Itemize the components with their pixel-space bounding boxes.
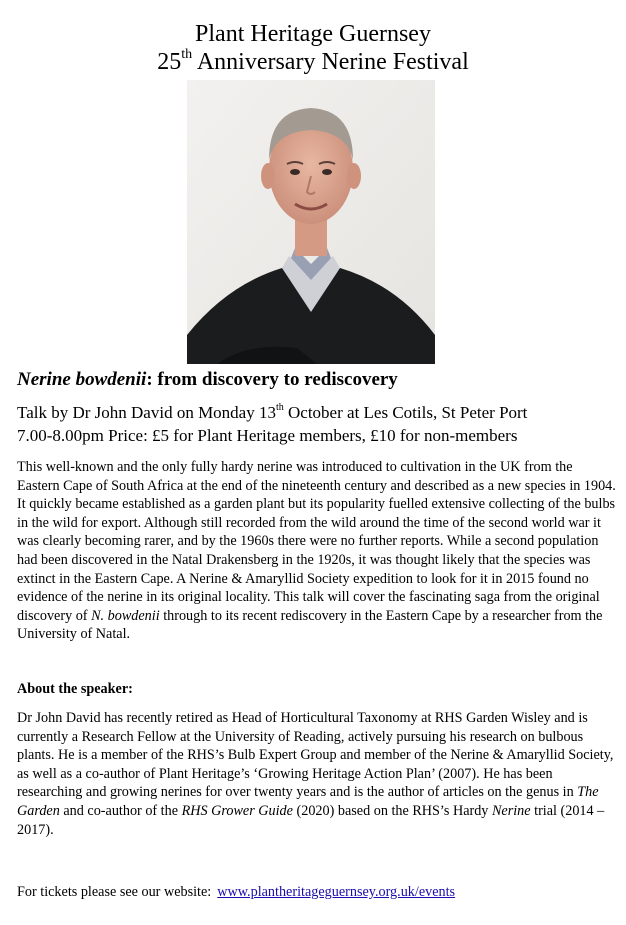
tickets-label: For tickets please see our website:	[17, 884, 212, 900]
festival-name: Anniversary Nerine Festival	[192, 49, 469, 75]
talk-title-species: Nerine bowdenii	[17, 369, 147, 390]
talk-details-price: 7.00-8.00pm Price: £5 for Plant Heritage members, £10 for non-members	[17, 426, 518, 445]
talk-title-rest: : from discovery to rediscovery	[146, 369, 398, 390]
description-species: N. bowdenii	[91, 607, 160, 624]
talk-title	[17, 368, 398, 392]
description-part2: through to its recent rediscovery in the Eastern Cape by a researcher from the University of Natal.	[17, 607, 603, 643]
header-subtitle	[0, 48, 626, 76]
anniversary-suffix: th	[181, 47, 193, 62]
talk-date-suffix: th	[275, 402, 284, 414]
bio-italic-guide: RHS Grower Guide	[181, 802, 293, 819]
bio-part1: Dr John David has recently retired as Head of Horticultural Taxonomy at RHS Garden Wisley and is currently a Research Fellow at the University of Reading, actively pursuing his research on bulbous plants. He is a member of the RHS’s Bulb Expert Group and member of the Nerine & Amaryllid Society, as well as a co-author of Plant Heritage’s ‘Growing Heritage Action Plan’ (2007). He has been researching and growing nerines for over twenty years and is the author of articles on the genus in	[17, 710, 614, 801]
bio-italic-nerine: Nerine	[491, 802, 531, 819]
bio-part2: and co-author of the	[59, 802, 182, 819]
talk-details-date	[17, 402, 527, 424]
tickets-line	[17, 883, 455, 902]
description-part1: This well-known and the only fully hardy nerine was introduced to cultivation in the UK from the Eastern Cape of South Africa at the end of the nineteenth century and described as a new species in 1904. It quickly became established as a garden plant but its popularity fuelled extensive collecting of the bulbs in the wild for export. Although still recorded from the wild around the time of the second world war it was clearly becoming rarer, and by the 1960s there were no further reports. While a second population had been discovered in the Natal Drakensberg in the 1920s, it was thought likely that the species was extinct in the Eastern Cape. A Nerine & Amaryllid Society expedition to look for it in 2015 found no evidence of the nerine in its original locality. This talk will cover the fascinating saga from the original discovery of	[17, 459, 616, 624]
bio-part3: (2020) based on the RHS’s Hardy	[292, 802, 492, 819]
bio-italic-garden: The Garden	[17, 784, 599, 819]
anniversary-number: 25	[157, 49, 182, 75]
header-title: Plant Heritage Guernsey	[195, 21, 431, 47]
speaker-photo	[187, 80, 435, 364]
talk-description	[17, 458, 617, 644]
talk-date-start: Talk by Dr John David on Monday 13	[17, 403, 276, 422]
speaker-heading: About the speaker:	[17, 681, 133, 697]
speaker-bio	[17, 709, 617, 839]
talk-date-end: October at Les Cotils, St Peter Port	[283, 403, 528, 422]
website-link[interactable]: www.plantheritageguernsey.org.uk/events	[217, 884, 456, 900]
bio-part4: trial (2014 – 2017).	[17, 802, 605, 838]
